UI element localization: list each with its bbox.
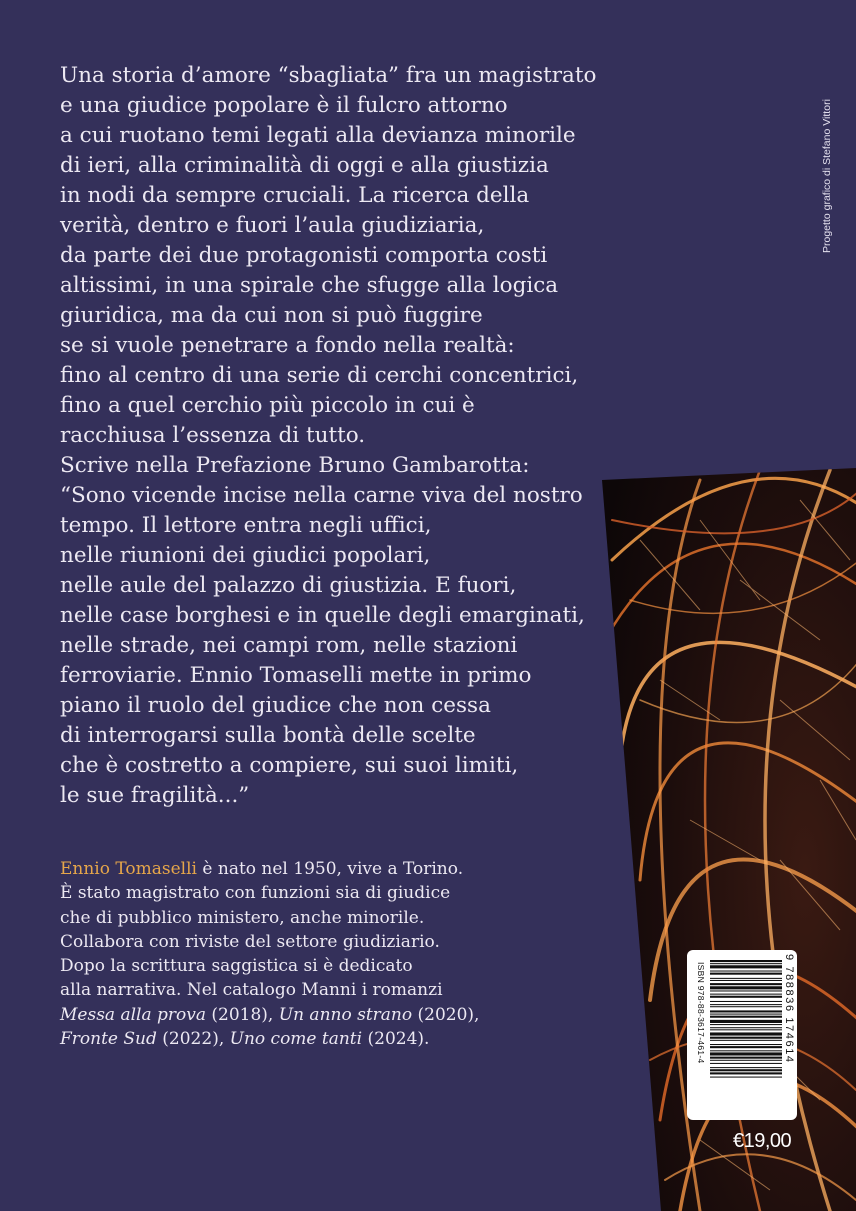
barcode-bar xyxy=(710,963,782,964)
book-year: (2018), xyxy=(206,1004,279,1025)
blurb-line: tempo. Il lettore entra negli uffici, xyxy=(60,513,432,538)
barcode-bar xyxy=(710,1029,782,1030)
barcode-bar xyxy=(710,1046,782,1048)
bio-line: alla narrativa. Nel catalogo Manni i romanzi xyxy=(60,980,443,1001)
barcode-bar xyxy=(710,994,782,995)
barcode-bar xyxy=(710,1001,782,1002)
author-name: Ennio Tomaselli xyxy=(60,859,197,879)
blurb-line: di interrogarsi sulla bontà delle scelte xyxy=(60,723,476,748)
blurb-line: in nodi da sempre cruciali. La ricerca della xyxy=(60,183,530,208)
barcode-bar xyxy=(710,1060,782,1061)
barcode-bar xyxy=(710,1072,782,1074)
blurb-line: che è costretto a compiere, sui suoi limiti, xyxy=(60,753,519,778)
blurb-line: Una storia d’amore “sbagliata” fra un magistrato xyxy=(60,63,597,88)
blurb-line: a cui ruotano temi legati alla devianza minorile xyxy=(60,123,576,148)
bio-line: Collabora con riviste del settore giudiziario. xyxy=(60,931,440,952)
isbn-label: ISBN 978-88-3617-461-4 xyxy=(696,962,706,1064)
blurb-line: nelle riunioni dei giudici popolari, xyxy=(60,543,431,568)
blurb-line: se si vuole penetrare a fondo nella realtà: xyxy=(60,333,515,358)
ean-digits: 9 788836 174614 xyxy=(783,954,795,1064)
barcode-bar xyxy=(710,1040,782,1041)
barcode-bar xyxy=(710,1050,782,1051)
barcode-bar xyxy=(710,1077,782,1078)
bio-line: È stato magistrato con funzioni sia di giudice xyxy=(60,883,451,904)
barcode-bar xyxy=(710,1069,782,1071)
book-year: (2024). xyxy=(362,1029,430,1050)
book-title: Uno come tanti xyxy=(229,1029,363,1050)
barcode-bar xyxy=(710,960,782,962)
barcode-bar xyxy=(710,1037,782,1039)
blurb-line: ferroviarie. Ennio Tomaselli mette in primo xyxy=(60,663,532,688)
bio-line: Dopo la scrittura saggistica si è dedicato xyxy=(60,956,413,977)
barcode-bar xyxy=(710,990,782,991)
barcode-bar xyxy=(710,1032,782,1035)
book-title: Un anno strano xyxy=(278,1004,413,1025)
book-year: (2020), xyxy=(412,1004,480,1025)
barcode-bar xyxy=(710,1027,782,1028)
barcode-bar xyxy=(710,980,782,981)
isbn-barcode xyxy=(687,950,797,1120)
book-title: Fronte Sud xyxy=(60,1029,157,1050)
bio-line xyxy=(60,857,480,881)
barcode-bar xyxy=(710,1067,782,1068)
barcode-bar xyxy=(710,986,782,989)
blurb-line: e una giudice popolare è il fulcro attorno xyxy=(60,93,508,118)
blurb-line: giuridica, ma da cui non si può fuggire xyxy=(60,303,483,328)
blurb-line: Scrive nella Prefazione Bruno Gambarotta: xyxy=(60,453,530,478)
price-label: €19,00 xyxy=(733,1130,792,1152)
barcode-bar xyxy=(710,996,782,998)
bio-line xyxy=(60,1003,480,1027)
barcode-bar xyxy=(710,965,782,968)
barcode-bar xyxy=(710,983,782,985)
blurb-line: da parte dei due protagonisti comporta costi xyxy=(60,243,548,268)
blurb-line: piano il ruolo del giudice che non cessa xyxy=(60,693,491,718)
blurb-line: fino a quel cerchio più piccolo in cui è xyxy=(60,393,475,418)
design-credit: Progetto grafico di Stefano Vittori xyxy=(821,99,833,253)
barcode-bar xyxy=(710,1024,782,1025)
blurb-line: verità, dentro e fuori l’aula giudiziaria, xyxy=(60,213,485,238)
barcode-bar xyxy=(710,971,782,972)
barcode-bar xyxy=(710,1014,782,1015)
blurb-line: altissimi, in una spirale che sfugge alla logica xyxy=(60,273,559,298)
bio-text: è nato nel 1950, vive a Torino. xyxy=(197,859,464,879)
barcode-bar xyxy=(710,1006,782,1007)
barcode-bar xyxy=(710,1044,782,1045)
blurb-line: “Sono vicende incise nella carne viva del nostro xyxy=(60,483,583,508)
barcode-bar xyxy=(710,1016,782,1018)
barcode-bar xyxy=(710,1004,782,1005)
barcode-bar xyxy=(710,1010,782,1012)
bio-line xyxy=(60,1027,480,1051)
blurb-line: le sue fragilità...” xyxy=(60,783,250,808)
barcode-bar xyxy=(710,1063,782,1064)
barcode-bar xyxy=(710,1057,782,1059)
book-title: Messa alla prova xyxy=(60,1004,206,1025)
back-cover-blurb xyxy=(60,61,600,811)
blurb-line: fino al centro di una serie di cerchi concentrici, xyxy=(60,363,579,388)
blurb-line: di ieri, alla criminalità di oggi e alla giustizia xyxy=(60,153,549,178)
author-bio xyxy=(60,857,480,1051)
barcode-bar xyxy=(710,1052,782,1055)
barcode-rotated xyxy=(687,950,797,1120)
blurb-line: nelle strade, nei campi rom, nelle stazioni xyxy=(60,633,518,658)
blurb-line: racchiusa l’essenza di tutto. xyxy=(60,423,366,448)
barcode-bar xyxy=(710,1020,782,1023)
barcode-bar xyxy=(710,973,782,975)
blurb-line: nelle case borghesi e in quelle degli emarginati, xyxy=(60,603,585,628)
bio-line: che di pubblico ministero, anche minorile. xyxy=(60,907,425,928)
barcode-bars xyxy=(710,960,782,1112)
blurb-line: nelle aule del palazzo di giustizia. E fuori, xyxy=(60,573,517,598)
barcode-bar xyxy=(710,978,782,979)
book-year: (2022), xyxy=(156,1029,230,1050)
